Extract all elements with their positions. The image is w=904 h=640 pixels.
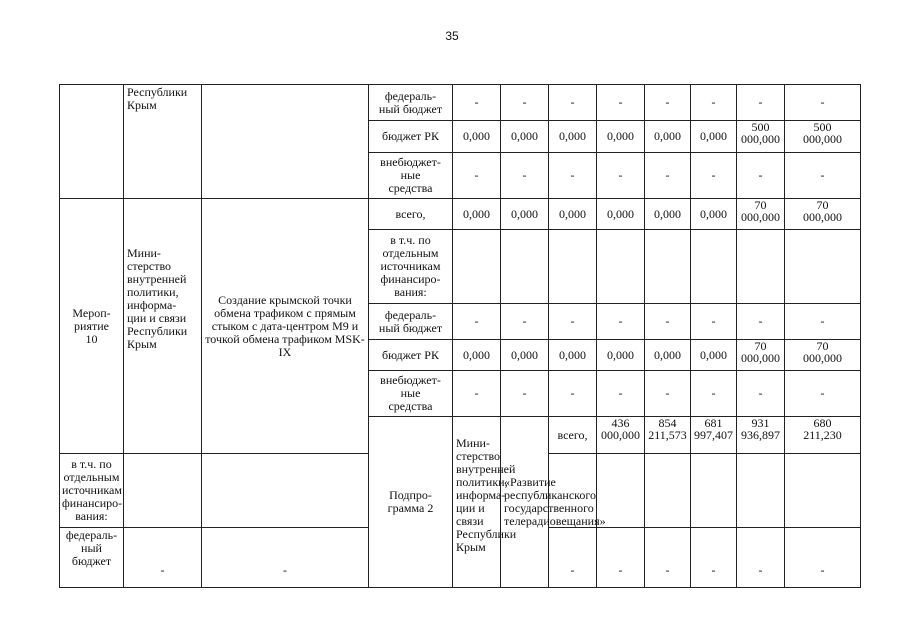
- value-cell: -: [737, 371, 785, 417]
- value-cell: -: [597, 528, 645, 588]
- value-cell: 0,000: [691, 121, 737, 153]
- value-cell: -: [597, 85, 645, 121]
- value-cell: 680 211,230: [785, 417, 861, 454]
- value-cell: 681 997,407: [691, 417, 737, 454]
- cell-empty: [691, 454, 737, 528]
- value-cell: -: [691, 371, 737, 417]
- cell-empty: [549, 230, 597, 304]
- source-total: всего,: [549, 417, 597, 454]
- value-cell: 0,000: [597, 340, 645, 371]
- budget-table: [59, 84, 861, 588]
- value-cell: -: [737, 528, 785, 588]
- value-cell: -: [737, 153, 785, 199]
- value-cell: 0,000: [501, 199, 549, 230]
- value-cell: -: [645, 85, 691, 121]
- cell-empty: [645, 454, 691, 528]
- source-extrabudget: внебюджет- ные средства: [369, 153, 453, 199]
- value-cell: 931 936,897: [737, 417, 785, 454]
- source-rk: бюджет РК: [369, 340, 453, 371]
- value-cell: 0,000: [691, 340, 737, 371]
- value-cell: 0,000: [501, 121, 549, 153]
- value-cell: -: [785, 153, 861, 199]
- value-cell: -: [597, 304, 645, 340]
- value-cell: -: [453, 153, 501, 199]
- event-10-label: Мероп- риятие 10: [60, 199, 124, 454]
- value-cell: 0,000: [453, 121, 501, 153]
- value-cell: -: [549, 528, 597, 588]
- value-cell: 70 000,000: [785, 199, 861, 230]
- value-cell: 0,000: [691, 199, 737, 230]
- value-cell: -: [785, 304, 861, 340]
- subprogram-2-description: «Развитие республиканского государственного телерадиовещания»: [501, 417, 549, 588]
- value-cell: -: [737, 304, 785, 340]
- subprogram-2-label: Подпро- грамма 2: [369, 417, 453, 588]
- value-cell: -: [785, 528, 861, 588]
- cell-empty: [453, 230, 501, 304]
- value-cell: -: [453, 85, 501, 121]
- value-cell: 70 000,000: [737, 199, 785, 230]
- executor-cell: Мини- стерство внутренней политики, информа- ции и связи Республики Крым: [124, 199, 202, 454]
- value-cell: 70 000,000: [737, 340, 785, 371]
- value-cell: -: [785, 371, 861, 417]
- value-cell: 0,000: [597, 199, 645, 230]
- cell-empty: [691, 230, 737, 304]
- value-cell: 0,000: [549, 199, 597, 230]
- source-extrabudget: внебюджет- ные средства: [369, 371, 453, 417]
- value-cell: -: [549, 153, 597, 199]
- value-cell: -: [501, 153, 549, 199]
- source-incl: в т.ч. по отдельным источникам финансиро- вания:: [60, 454, 124, 528]
- value-cell: 436 000,000: [597, 417, 645, 454]
- source-incl: в т.ч. по отдельным источникам финансиро- вания:: [369, 230, 453, 304]
- cell-empty: [737, 230, 785, 304]
- value-cell: 0,000: [453, 199, 501, 230]
- cell-empty: [202, 454, 369, 528]
- value-cell: 0,000: [597, 121, 645, 153]
- source-federal: федераль- ный бюджет: [60, 528, 124, 588]
- value-cell: -: [501, 85, 549, 121]
- value-cell: -: [453, 371, 501, 417]
- value-cell: 500 000,000: [785, 121, 861, 153]
- page-number: 35: [445, 29, 459, 43]
- value-cell: -: [645, 528, 691, 588]
- value-cell: -: [549, 304, 597, 340]
- cell-empty: [645, 230, 691, 304]
- source-rk: бюджет РК: [369, 121, 453, 153]
- cell-empty: [785, 230, 861, 304]
- executor-cell: Мини- стерство внутренней политики, информа- ции и связи Республики Крым: [453, 417, 501, 588]
- cell-empty: [202, 85, 369, 199]
- value-cell: -: [691, 85, 737, 121]
- value-cell: 0,000: [549, 121, 597, 153]
- cell-empty: [60, 85, 124, 199]
- value-cell: -: [202, 528, 369, 588]
- value-cell: -: [785, 85, 861, 121]
- value-cell: -: [597, 371, 645, 417]
- cell-empty: [597, 230, 645, 304]
- value-cell: 70 000,000: [785, 340, 861, 371]
- source-federal: федераль- ный бюджет: [369, 85, 453, 121]
- value-cell: -: [645, 304, 691, 340]
- value-cell: -: [597, 153, 645, 199]
- value-cell: 500 000,000: [737, 121, 785, 153]
- value-cell: 0,000: [453, 340, 501, 371]
- cell-empty: [501, 230, 549, 304]
- executor-cell: Республики Крым: [124, 85, 202, 199]
- event-10-description: Создание крымской точки обмена трафиком с прямым стыком с дата-центром М9 и точкой обмена трафиком MSK-IX: [202, 199, 369, 454]
- value-cell: -: [453, 304, 501, 340]
- value-cell: -: [645, 371, 691, 417]
- value-cell: -: [691, 528, 737, 588]
- source-federal: федераль- ный бюджет: [369, 304, 453, 340]
- value-cell: 0,000: [645, 199, 691, 230]
- cell-empty: [785, 454, 861, 528]
- value-cell: -: [124, 528, 202, 588]
- value-cell: -: [645, 153, 691, 199]
- value-cell: -: [501, 304, 549, 340]
- value-cell: -: [737, 85, 785, 121]
- value-cell: 0,000: [645, 121, 691, 153]
- source-total: всего,: [369, 199, 453, 230]
- value-cell: 0,000: [501, 340, 549, 371]
- cell-empty: [737, 454, 785, 528]
- value-cell: -: [501, 371, 549, 417]
- value-cell: 0,000: [549, 340, 597, 371]
- value-cell: -: [691, 153, 737, 199]
- cell-empty: [124, 454, 202, 528]
- value-cell: 854 211,573: [645, 417, 691, 454]
- value-cell: -: [549, 371, 597, 417]
- value-cell: -: [691, 304, 737, 340]
- value-cell: 0,000: [645, 340, 691, 371]
- value-cell: -: [549, 85, 597, 121]
